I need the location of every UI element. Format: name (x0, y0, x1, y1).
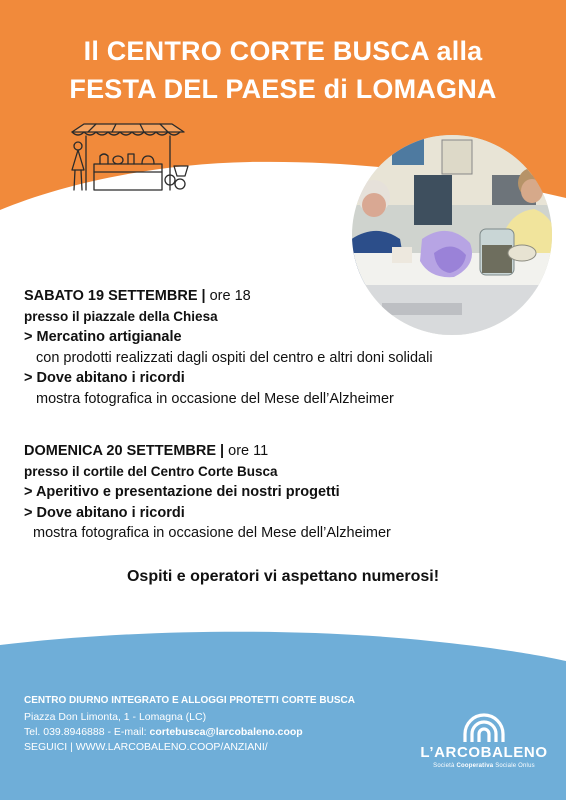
event-1-desc-2: mostra fotografica in occasione del Mese dell’Alzheimer (36, 390, 394, 407)
event-sunday (24, 441, 391, 544)
logo-tagline (418, 763, 550, 769)
event-1-date: SABATO 19 SETTEMBRE | (24, 288, 206, 304)
event-1-date-line (24, 286, 433, 307)
footer-phone: Tel. 039.8946888 - E-mail: (24, 726, 150, 738)
event-2-place: presso il cortile del Centro Corte Busca (24, 463, 278, 479)
larcobaleno-logo (418, 712, 550, 769)
event-2-date-line (24, 441, 391, 462)
contact-footer (24, 693, 355, 755)
event-2-date: DOMENICA 20 SETTEMBRE | (24, 443, 225, 459)
event-1-desc-1: con prodotti realizzati dagli ospiti del centro e altri doni solidali (36, 349, 433, 366)
event-1-item-1: > Mercatino artigianale (24, 329, 182, 345)
logo-tagline-b: Cooperativa (456, 763, 494, 769)
event-2-item-1: > Aperitivo e presentazione dei nostri progetti (24, 484, 340, 500)
logo-name: L’ARCOBALENO (420, 744, 548, 761)
event-2-item-2: > Dove abitano i ricordi (24, 504, 185, 521)
event-2-desc-2: mostra fotografica in occasione del Mese dell’Alzheimer (33, 525, 391, 541)
title-line-1: Il CENTRO CORTE BUSCA alla (83, 36, 483, 66)
footer-address: Piazza Don Limonta, 1 - Lomagna (LC) (24, 711, 207, 723)
footer-social-link[interactable]: SEGUICI | WWW.LARCOBALENO.COOP/ANZIANI/ (24, 741, 268, 753)
event-1-time: ore 18 (209, 288, 251, 304)
logo-tagline-c: Sociale Onlus (493, 763, 535, 769)
event-1-place: presso il piazzale della Chiesa (24, 308, 218, 324)
rainbow-arches-icon (461, 712, 507, 742)
logo-tagline-a: Società (433, 763, 457, 769)
market-stall-icon (66, 110, 190, 194)
event-2-time: ore 11 (228, 443, 269, 459)
event-saturday (24, 286, 433, 409)
invitation-text: Ospiti e operatori vi aspettano numerosi! (126, 568, 440, 585)
event-1-item-2: > Dove abitano i ricordi (24, 370, 185, 386)
footer-email-link[interactable]: cortebusca@larcobaleno.coop (149, 726, 303, 738)
title-line-2: FESTA DEL PAESE di LOMAGNA (69, 74, 497, 104)
page-title (0, 32, 566, 108)
footer-contacts (24, 725, 355, 740)
footer-org-name: CENTRO DIURNO INTEGRATO E ALLOGGI PROTETTI CORTE BUSCA (24, 695, 355, 706)
